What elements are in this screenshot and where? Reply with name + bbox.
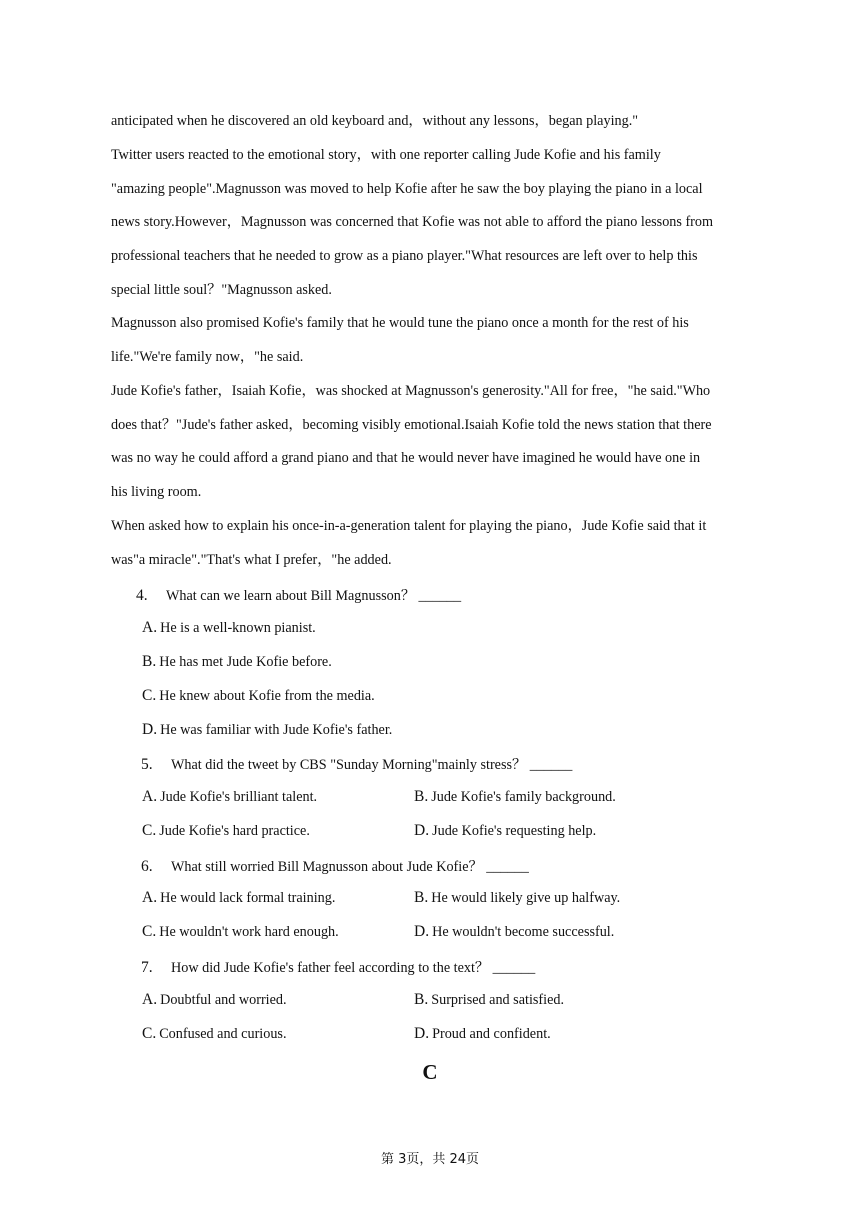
passage-line: was no way he could afford a grand piano and that he would never have imagined he would have one in	[111, 450, 701, 467]
section-heading: C	[422, 1060, 438, 1084]
option-text: He would lack formal training.	[160, 890, 336, 906]
passage-line: does that？"Jude's father asked，becoming visibly emotional.Isaiah Kofie told the news station that there	[111, 416, 712, 433]
question-text: What still worried Bill Magnusson about Jude Kofie？ ______	[171, 859, 529, 875]
option-letter: C.	[142, 687, 157, 704]
question-text: What can we learn about Bill Magnusson？ ______	[166, 588, 462, 604]
option-text: Proud and confident.	[432, 1026, 551, 1042]
option-letter: B.	[142, 653, 157, 670]
passage-line: Magnusson also promised Kofie's family that he would tune the piano once a month for the rest of his	[111, 315, 689, 331]
option-c[interactable]	[142, 822, 310, 840]
option-d[interactable]	[142, 721, 392, 739]
page-footer: 第 3页，共 24页	[380, 1152, 480, 1167]
option-d[interactable]	[414, 1025, 551, 1043]
option-text: Jude Kofie's requesting help.	[432, 823, 597, 839]
option-letter: B.	[414, 889, 429, 906]
passage-line: When asked how to explain his once-in-a-generation talent for playing the piano，Jude Kofie said that it	[111, 518, 707, 534]
passage-line: his living room.	[111, 484, 202, 501]
question-number: 6.	[141, 858, 153, 875]
option-a[interactable]	[142, 788, 317, 806]
option-text: He wouldn't become successful.	[432, 924, 615, 940]
passage-line: was"a miracle"."That's what I prefer，"he added.	[111, 551, 392, 568]
option-c[interactable]	[142, 1025, 287, 1043]
option-letter: A.	[142, 788, 158, 805]
option-letter: D.	[414, 822, 430, 839]
option-letter: D.	[142, 721, 158, 738]
passage-line: professional teachers that he needed to grow as a piano player."What resources are left over to help this	[111, 248, 698, 265]
option-letter: D.	[414, 1025, 430, 1042]
option-text: Surprised and satisfied.	[431, 992, 565, 1008]
question-stem	[136, 585, 461, 605]
option-a[interactable]	[142, 889, 335, 907]
option-c[interactable]	[142, 923, 339, 941]
question-stem	[141, 754, 572, 774]
question-number: 5.	[141, 756, 153, 773]
option-text: Jude Kofie's family background.	[431, 789, 616, 805]
passage-paragraph-4	[111, 375, 761, 510]
option-text: He was familiar with Jude Kofie's father.	[160, 722, 393, 738]
option-a[interactable]	[142, 991, 287, 1009]
passage-paragraph-5	[111, 510, 761, 577]
option-text: He would likely give up halfway.	[431, 890, 621, 906]
option-text: Jude Kofie's brilliant talent.	[160, 789, 318, 805]
question-text: How did Jude Kofie's father feel according to the text？ ______	[171, 960, 536, 976]
option-text: He wouldn't work hard enough.	[159, 924, 339, 940]
option-text: Doubtful and worried.	[160, 992, 287, 1008]
option-letter: B.	[414, 788, 429, 805]
question-text: What did the tweet by CBS "Sunday Morning"mainly stress？ ______	[171, 757, 573, 773]
option-letter: D.	[414, 923, 430, 940]
passage-line: life."We're family now，"he said.	[111, 348, 304, 365]
option-b[interactable]	[414, 788, 616, 806]
option-text: He has met Jude Kofie before.	[159, 654, 332, 670]
question-stem	[141, 856, 529, 876]
option-letter: C.	[142, 822, 157, 839]
passage-paragraph-3	[111, 307, 761, 374]
option-b[interactable]	[142, 653, 332, 671]
option-text: Confused and curious.	[159, 1026, 287, 1042]
option-letter: C.	[142, 923, 157, 940]
question-stem	[141, 957, 535, 977]
option-letter: A.	[142, 991, 158, 1008]
passage-line: "amazing people".Magnusson was moved to help Kofie after he saw the boy playing the piano in a local	[111, 180, 703, 197]
passage-line: anticipated when he discovered an old keyboard and，without any lessons，began playing."	[111, 113, 639, 129]
option-letter: A.	[142, 619, 158, 636]
option-letter: B.	[414, 991, 429, 1008]
option-b[interactable]	[414, 991, 564, 1009]
passage-paragraph-2	[111, 139, 761, 308]
option-d[interactable]	[414, 923, 614, 941]
option-text: He is a well-known pianist.	[160, 620, 316, 636]
option-a[interactable]	[142, 619, 316, 637]
option-d[interactable]	[414, 822, 596, 840]
option-c[interactable]	[142, 687, 375, 705]
passage-line: special little soul？"Magnusson asked.	[111, 281, 332, 298]
option-text: He knew about Kofie from the media.	[159, 688, 375, 704]
passage-paragraph-1	[111, 105, 761, 139]
passage-line: news story.However，Magnusson was concerned that Kofie was not able to afford the piano lessons from	[111, 214, 714, 231]
option-letter: A.	[142, 889, 158, 906]
question-number: 7.	[141, 959, 153, 976]
option-b[interactable]	[414, 889, 620, 907]
passage-line: Jude Kofie's father，Isaiah Kofie，was shocked at Magnusson's generosity."All for free，"he said."Who	[111, 383, 711, 399]
passage-line: Twitter users reacted to the emotional story，with one reporter calling Jude Kofie and his family	[111, 147, 661, 163]
option-text: Jude Kofie's hard practice.	[159, 823, 310, 839]
option-letter: C.	[142, 1025, 157, 1042]
question-number: 4.	[136, 587, 148, 604]
